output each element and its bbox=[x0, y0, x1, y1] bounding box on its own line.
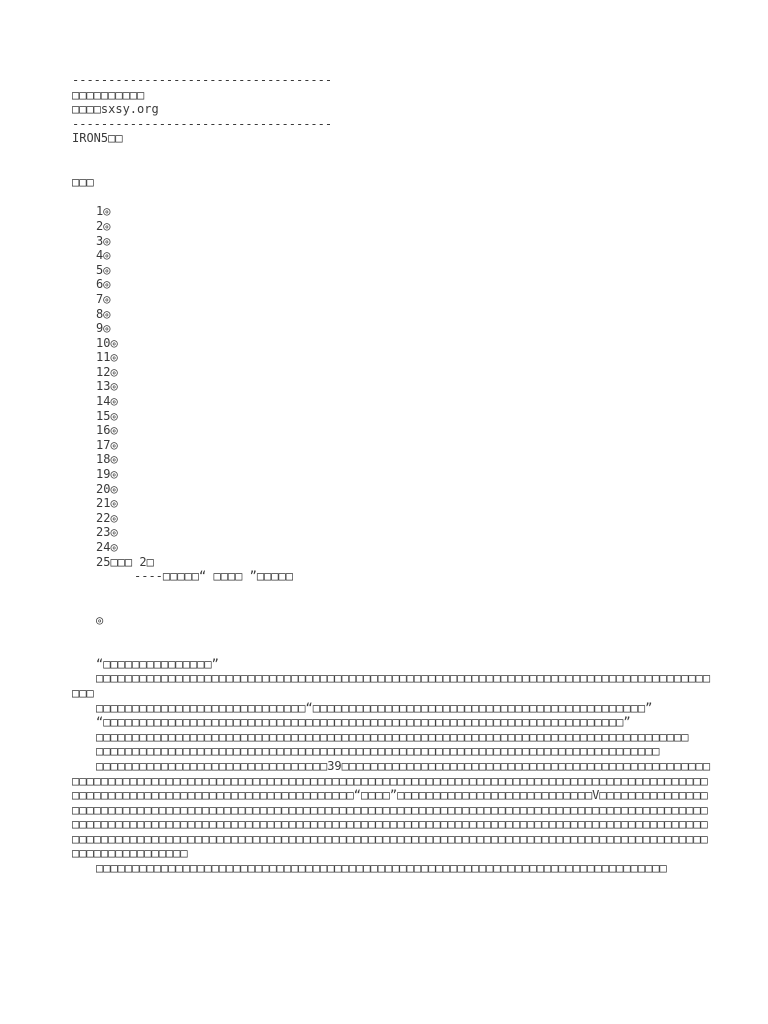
document-body bbox=[72, 73, 712, 876]
paragraph: □□□□□□□□□□□□□□□□□□□□□□□□□□□□□□□□□□□□□□□□□□□□□□□□□□□□□□□□□□□□□□□□□□□□□□□□□□□□□□□ bbox=[96, 861, 667, 876]
toc-item: 8◎ bbox=[96, 306, 111, 321]
toc-item: 16◎ bbox=[96, 423, 118, 438]
paragraph: □□□□□□□□□□□□□□□□□□□□□□□□□□□□□□□□□□□□□□□□□□□□□□□□□□□□□□□□□□□□□□□□□□□□□□□□□□□□□□□□□□ bbox=[96, 729, 689, 744]
toc-item: 24◎ bbox=[96, 540, 118, 554]
header-rule-bottom: ------------------------------------ bbox=[72, 116, 333, 131]
toc-item: 14◎ bbox=[96, 394, 118, 409]
toc-item: 15◎ bbox=[96, 408, 118, 423]
paragraph: □□□□□□□□□□□□□□□□□□□□□□□□□□□□□□□□39□□□□□□□□□□□□□□□□□□□□□□□□□□□□□□□□□□□□□□□□□□□□□□□□□□□□□□□□□□□□□□□□□□□□□□□□□□□□□□□□□□□□□□□□□□□□□□□□□□□□□□□□□□□□□□□□□□□□□□□□□□□□□□□□□□□□□□□□□□□□□□□□□□□□□□□□□□□□□□□□□□□□□□□□□□□□□□□□□□“□□□□”□□□□□□□□□□□□□□□□□□□□□□□□□□□V□□□□□□□□□□□□□□□□□□□□□□□□□□□□□□□□□□□□□□□□□□□□□□□□□□□□□□□□□□□□□□□□□□□□□□□□□□□□□□□□□□□□□□□□□□□□□□□□□□□□□□□□□□□□□□□□□□□□□□□□□□□□□□□□□□□□□□□□□□□□□□□□□□□□□□□□□□□□□□□□□□□□□□□□□□□□□□□□□□□□□□□□□□□□□□□□□□□□□□□□□□□□□□□□□□□□□□□□□□□□□□□□□□□□□□□□□□□□□□□□□□□□□□□□□□□□□□□□□□□□□□□□□□□□□□□□□□□□□□□□□□□□□□□□□□□□□□□ bbox=[72, 758, 711, 861]
toc-item: 2◎ bbox=[96, 218, 111, 233]
header-rule-top: ------------------------------------ bbox=[72, 73, 333, 87]
toc-heading: □□□ bbox=[72, 175, 94, 190]
toc-item: 4◎ bbox=[96, 248, 111, 263]
toc-attribution: ----□□□□□“ □□□□ ”□□□□□ bbox=[134, 569, 293, 584]
toc-item: 11◎ bbox=[96, 350, 118, 365]
toc-item: 23◎ bbox=[96, 525, 118, 540]
toc-item: 20◎ bbox=[96, 481, 118, 496]
toc-item: 10◎ bbox=[96, 335, 118, 350]
toc-item: 13◎ bbox=[96, 379, 118, 394]
toc-item: 17◎ bbox=[96, 437, 118, 452]
toc-item: 1◎ bbox=[96, 204, 111, 219]
header-line-1: □□□□□□□□□□ bbox=[72, 87, 145, 102]
toc-item: 3◎ bbox=[96, 233, 111, 248]
chapter-mark: ◎ bbox=[96, 612, 104, 627]
toc-item: 18◎ bbox=[96, 452, 118, 467]
header-line-2: □□□□sxsy.org bbox=[72, 102, 159, 117]
paragraph: □□□□□□□□□□□□□□□□□□□□□□□□□□□□□“□□□□□□□□□□□□□□□□□□□□□□□□□□□□□□□□□□□□□□□□□□□□□□” bbox=[96, 700, 653, 715]
toc-list bbox=[72, 204, 712, 569]
toc-item: 22◎ bbox=[96, 510, 118, 525]
toc-item: 6◎ bbox=[96, 277, 111, 292]
document-title: IRON5□□ bbox=[72, 131, 123, 146]
body-text bbox=[72, 657, 712, 876]
toc-item: 21◎ bbox=[96, 496, 118, 511]
paragraph: □□□□□□□□□□□□□□□□□□□□□□□□□□□□□□□□□□□□□□□□□□□□□□□□□□□□□□□□□□□□□□□□□□□□□□□□□□□□□□ bbox=[96, 744, 660, 759]
toc-item: 9◎ bbox=[96, 321, 111, 336]
toc-item: 7◎ bbox=[96, 291, 111, 306]
paragraph: □□□□□□□□□□□□□□□□□□□□□□□□□□□□□□□□□□□□□□□□□□□□□□□□□□□□□□□□□□□□□□□□□□□□□□□□□□□□□□□□□□□□□□□□ bbox=[72, 671, 711, 700]
toc-item: 25□□□ 2□ bbox=[96, 554, 154, 569]
toc-item: 5◎ bbox=[96, 262, 111, 277]
paragraph: “□□□□□□□□□□□□□□□” bbox=[96, 656, 219, 671]
toc-item: 12◎ bbox=[96, 364, 118, 379]
paragraph: “□□□□□□□□□□□□□□□□□□□□□□□□□□□□□□□□□□□□□□□□□□□□□□□□□□□□□□□□□□□□□□□□□□□□□□□□” bbox=[96, 715, 631, 730]
toc-item: 19◎ bbox=[96, 467, 118, 482]
